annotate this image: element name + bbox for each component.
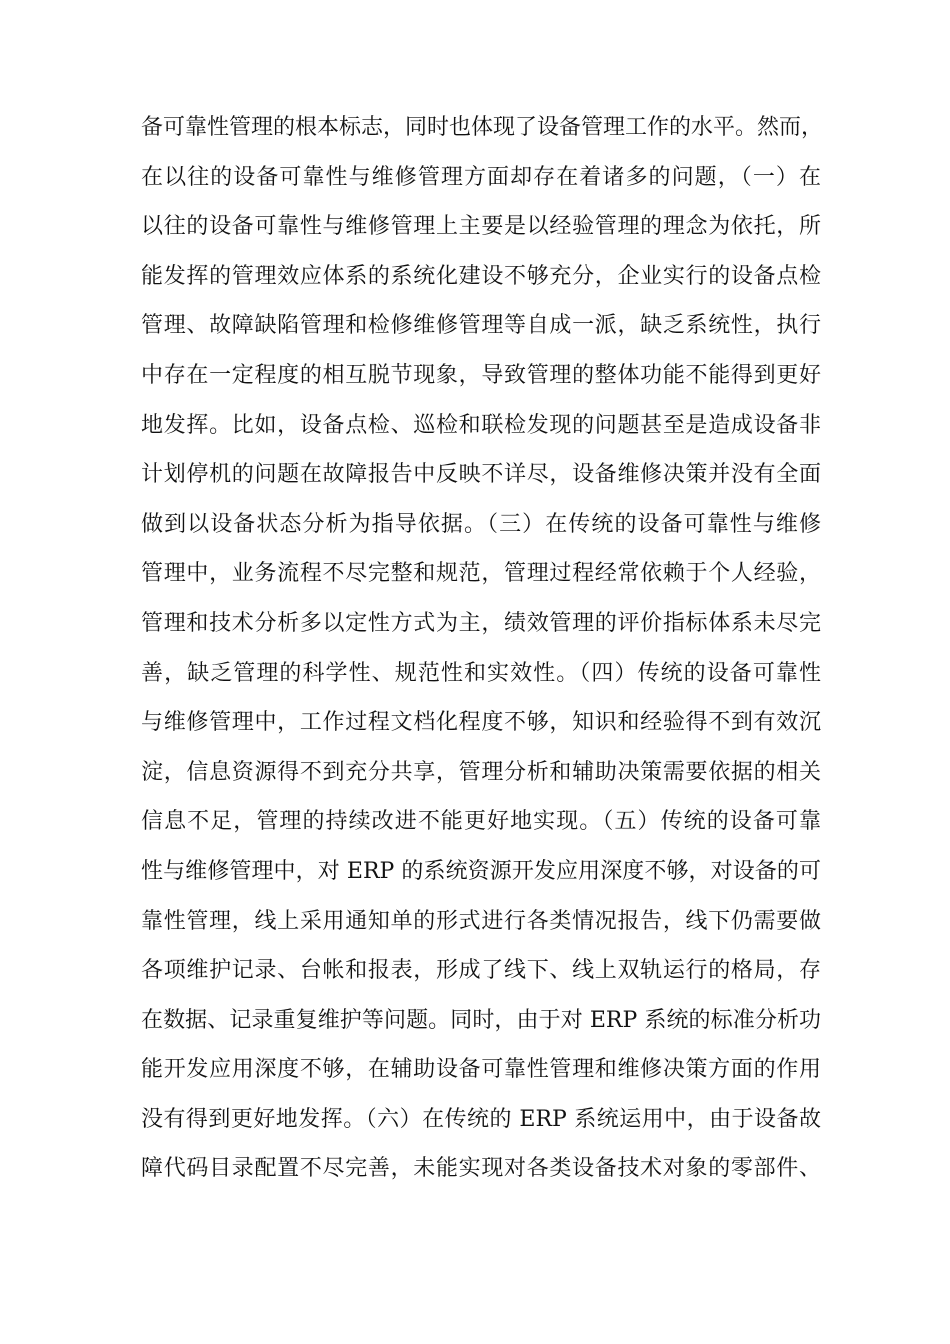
text-line: 没有得到更好地发挥。（六）在传统的 ERP 系统运用中，由于设备故 — [141, 1106, 821, 1132]
text-line: 管理中，业务流程不尽完整和规范，管理过程经常依赖于个人经验， — [141, 561, 821, 587]
text-line: 备可靠性管理的根本标志，同时也体现了设备管理工作的水平。然而， — [141, 115, 824, 140]
text-line: 与维修管理中，工作过程文档化程度不够，知识和经验得不到有效沉 — [141, 710, 821, 736]
text-line: 做到以设备状态分析为指导依据。（三）在传统的设备可靠性与维修 — [141, 511, 821, 537]
text-line: 计划停机的问题在故障报告中反映不详尽，设备维修决策并没有全面 — [141, 462, 821, 488]
text-line: 淀，信息资源得不到充分共享，管理分析和辅助决策需要依据的相关 — [141, 759, 821, 785]
text-line: 各项维护记录、台帐和报表，形成了线下、线上双轨运行的格局，存 — [141, 958, 821, 984]
text-line: 在数据、记录重复维护等问题。同时，由于对 ERP 系统的标准分析功 — [141, 1007, 821, 1033]
text-line: 靠性管理，线上采用通知单的形式进行各类情况报告，线下仍需要做 — [141, 908, 821, 934]
text-line: 障代码目录配置不尽完善，未能实现对各类设备技术对象的零部件、 — [141, 1156, 821, 1182]
text-line: 地发挥。比如，设备点检、巡检和联检发现的问题甚至是造成设备非 — [141, 412, 821, 438]
text-line: 性与维修管理中，对 ERP 的系统资源开发应用深度不够，对设备的可 — [141, 858, 821, 884]
text-line: 善，缺乏管理的科学性、规范性和实效性。（四）传统的设备可靠性 — [141, 660, 821, 686]
text-line: 在以往的设备可靠性与维修管理方面却存在着诸多的问题，（一）在 — [141, 164, 821, 190]
text-line: 中存在一定程度的相互脱节现象，导致管理的整体功能不能得到更好 — [141, 362, 821, 388]
text-line: 信息不足，管理的持续改进不能更好地实现。（五）传统的设备可靠 — [141, 809, 821, 835]
text-line: 以往的设备可靠性与维修管理上主要是以经验管理的理念为依托，所 — [141, 214, 821, 240]
text-line: 管理、故障缺陷管理和检修维修管理等自成一派，缺乏系统性，执行 — [141, 313, 821, 339]
text-line: 管理和技术分析多以定性方式为主，绩效管理的评价指标体系未尽完 — [141, 610, 821, 636]
body-text — [141, 108, 824, 1199]
text-line: 能开发应用深度不够，在辅助设备可靠性管理和维修决策方面的作用 — [141, 1057, 821, 1083]
text-line: 能发挥的管理效应体系的系统化建设不够充分，企业实行的设备点检 — [141, 263, 821, 289]
